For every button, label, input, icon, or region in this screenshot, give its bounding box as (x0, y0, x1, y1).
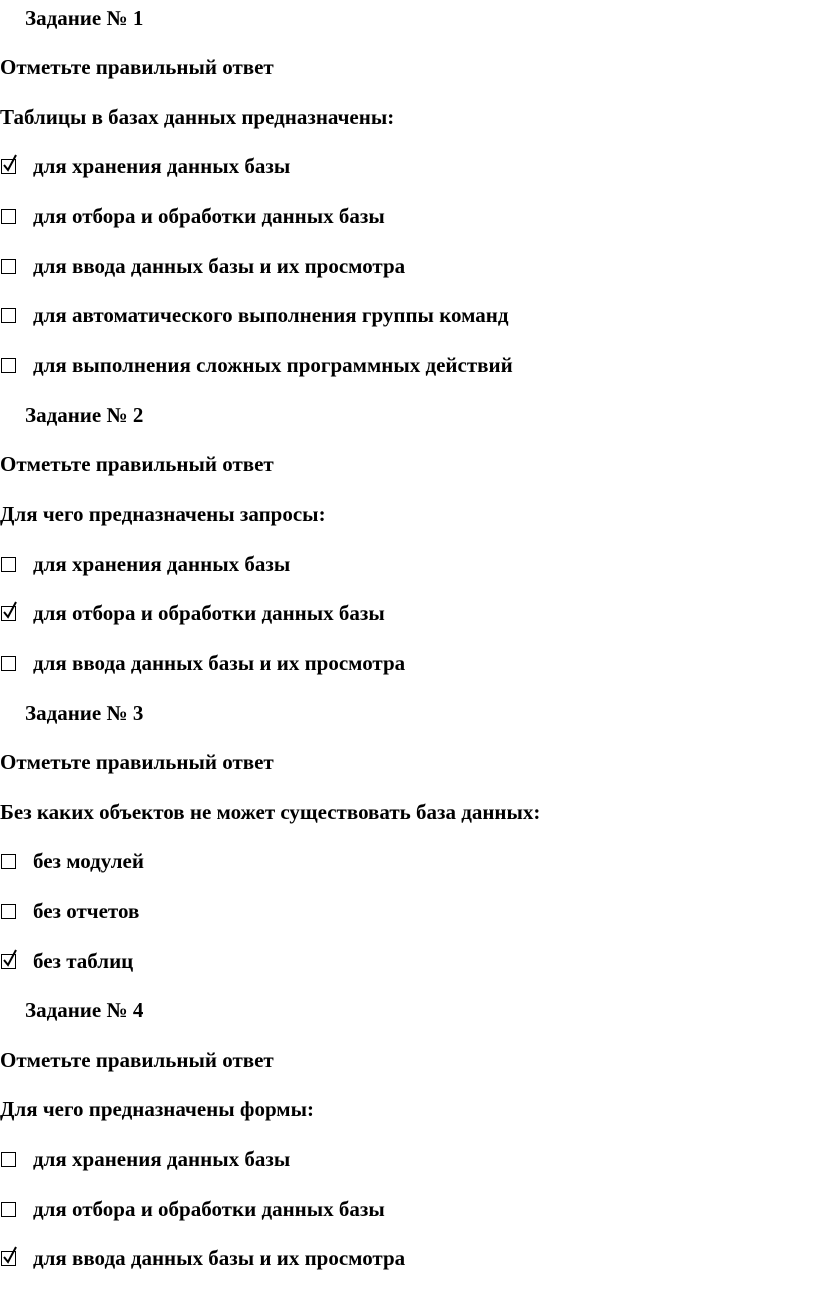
option-label: для ввода данных базы и их просмотра (33, 651, 406, 675)
checkbox-icon[interactable] (1, 904, 16, 919)
checkbox-checked-icon[interactable] (1, 1251, 16, 1266)
task-3-option-3[interactable] (0, 947, 133, 975)
task-4-option-2[interactable] (0, 1195, 385, 1223)
task-3-instruction: Отметьте правильный ответ (0, 750, 274, 774)
task-1-option-4[interactable] (0, 301, 509, 329)
checkbox-icon[interactable] (1, 259, 16, 274)
task-1-option-5[interactable] (0, 351, 513, 379)
check-mark-icon (1, 601, 19, 621)
task-4-question: Для чего предназначены формы: (0, 1097, 315, 1121)
task-1-option-3[interactable] (0, 252, 405, 280)
option-label: для ввода данных базы и их просмотра (33, 1246, 406, 1270)
task-4-instruction: Отметьте правильный ответ (0, 1048, 274, 1072)
option-label: без модулей (33, 849, 144, 873)
task-2-question: Для чего предназначены запросы: (0, 502, 326, 526)
task-1-question: Таблицы в базах данных предназначены: (0, 105, 395, 129)
task-4-option-1[interactable] (0, 1145, 290, 1173)
option-label: для автоматического выполнения группы команд (33, 303, 509, 327)
task-4-title: Задание № 4 (25, 998, 144, 1022)
check-mark-icon (1, 154, 19, 174)
task-1-option-1[interactable] (0, 152, 290, 180)
checkbox-icon[interactable] (1, 854, 16, 869)
checkbox-checked-icon[interactable] (1, 159, 16, 174)
option-label: для хранения данных базы (33, 552, 291, 576)
checkbox-icon[interactable] (1, 1202, 16, 1217)
option-label: без отчетов (33, 899, 140, 923)
option-label: для хранения данных базы (33, 154, 291, 178)
task-3-option-1[interactable] (0, 847, 144, 875)
option-label: без таблиц (33, 949, 134, 973)
checkbox-icon[interactable] (1, 209, 16, 224)
task-1-title: Задание № 1 (25, 6, 144, 30)
check-mark-icon (1, 1246, 19, 1266)
checkbox-checked-icon[interactable] (1, 954, 16, 969)
option-label: для выполнения сложных программных действий (33, 353, 513, 377)
task-1-option-2[interactable] (0, 202, 385, 230)
task-1-instruction: Отметьте правильный ответ (0, 55, 274, 79)
task-3-title: Задание № 3 (25, 701, 144, 725)
option-label: для отбора и обработки данных базы (33, 204, 385, 228)
task-3-question: Без каких объектов не может существовать база данных: (0, 800, 541, 824)
task-2-option-1[interactable] (0, 550, 290, 578)
task-2-title: Задание № 2 (25, 403, 144, 427)
option-label: для отбора и обработки данных базы (33, 1197, 385, 1221)
task-2-option-2[interactable] (0, 599, 385, 627)
checkbox-icon[interactable] (1, 1152, 16, 1167)
check-mark-icon (1, 949, 19, 969)
checkbox-checked-icon[interactable] (1, 606, 16, 621)
task-4-option-3[interactable] (0, 1244, 405, 1272)
task-3-option-2[interactable] (0, 897, 139, 925)
checkbox-icon[interactable] (1, 308, 16, 323)
option-label: для отбора и обработки данных базы (33, 601, 385, 625)
checkbox-icon[interactable] (1, 557, 16, 572)
task-2-option-3[interactable] (0, 649, 405, 677)
checkbox-icon[interactable] (1, 656, 16, 671)
checkbox-icon[interactable] (1, 358, 16, 373)
option-label: для ввода данных базы и их просмотра (33, 254, 406, 278)
task-2-instruction: Отметьте правильный ответ (0, 452, 274, 476)
option-label: для хранения данных базы (33, 1147, 291, 1171)
